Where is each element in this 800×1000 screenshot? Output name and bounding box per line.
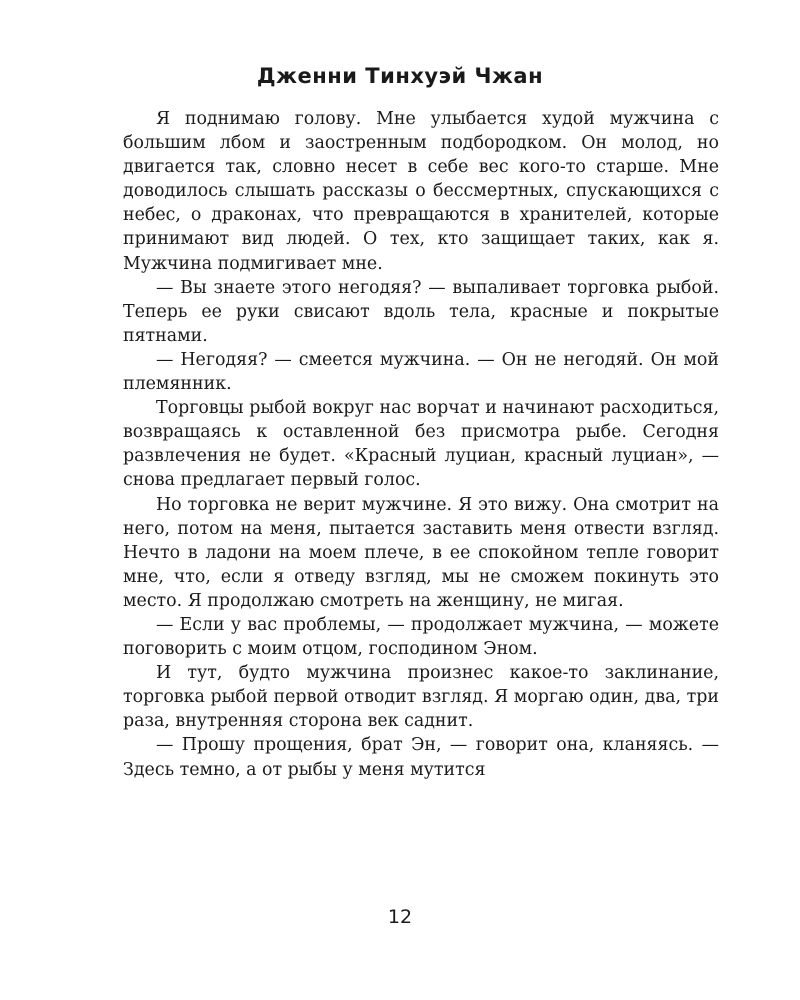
paragraph: — Негодяя? — смеется мужчина. — Он не негодяй. Он мой племянник. (123, 349, 719, 395)
paragraph: Но торговка не верит мужчине. Я это вижу. Она смотрит на него, потом на меня, пытается заставить меня отвести взгляд. Нечто в ладони на моем плече, в ее спокойном тепле говорит мне, что, если я отведу взгляд, мы не сможем покинуть это место. Я продолжаю смотреть на женщину, не мигая. (123, 494, 719, 611)
paragraph: Торговцы рыбой вокруг нас ворчат и начинают расходиться, возвращаясь к оставленной без присмотра рыбе. Сегодня развлечения не будет. «Красный луциан, красный луциан», — снова предлагает первый голос. (123, 398, 719, 491)
paragraph: — Прошу прощения, брат Эн, — говорит она, кланяясь. — Здесь темно, а от рыбы у меня мутится (123, 735, 719, 780)
paragraph: — Вы знаете этого негодяя? — выпаливает торговка рыбой. Теперь ее руки свисают вдоль тела, красные и покрытые пятнами. (123, 277, 719, 346)
running-header: Дженни Тинхуэй Чжан (256, 64, 544, 88)
page-number: 12 (387, 906, 413, 928)
paragraph: И тут, будто мужчина произнес какое-то заклинание, торговка рыбой первой отводит взгляд. Я моргаю один, два, три раза, внутренняя сторона век саднит. (123, 663, 719, 732)
body-text (123, 107, 719, 782)
paragraph: — Если у вас проблемы, — продолжает мужчина, — можете поговорить с моим отцом, господином Эном. (123, 614, 719, 660)
paragraph: Я поднимаю голову. Мне улыбается худой мужчина с большим лбом и заостренным подбородком. Он молод, но двигается так, словно несет в себе вес кого-то старше. Мне доводилось слышать рассказы о бессмертных, спускающихся с небес, о драконах, что превращаются в хранителей, которые принимают вид людей. О тех, кто защищает таких, как я. Мужчина подмигивает мне. (123, 109, 719, 274)
